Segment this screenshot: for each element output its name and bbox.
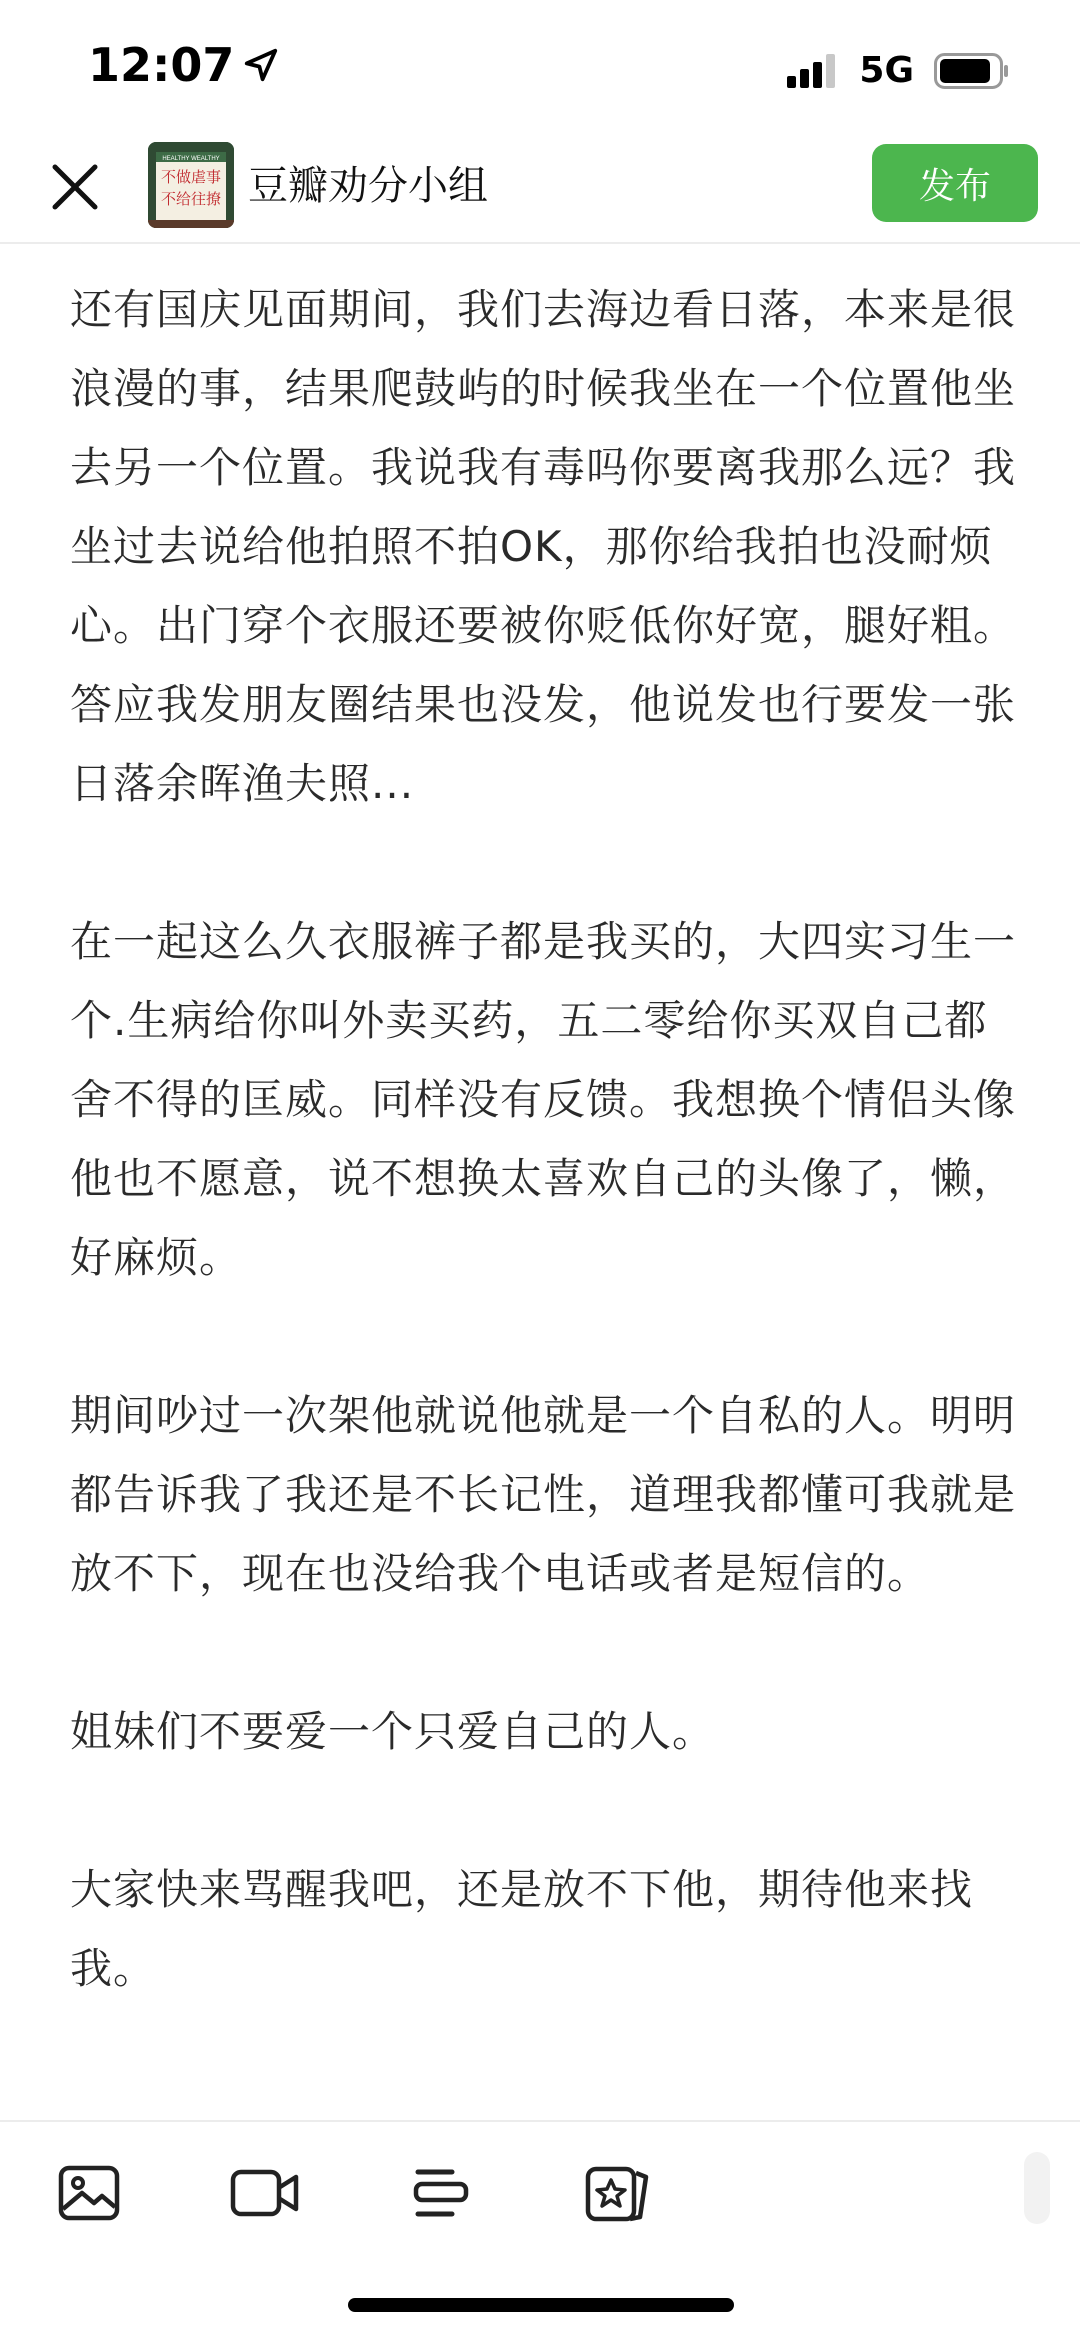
status-bar [0,0,1080,130]
status-time-text: 12:07 [88,38,235,92]
home-indicator[interactable] [348,2298,734,2312]
post-paragraph[interactable]: 姐妹们不要爱一个只爱自己的人。 [70,1707,716,1756]
signal-icon [787,54,839,88]
insert-image-button[interactable] [54,2158,124,2228]
scroll-handle[interactable] [1024,2152,1050,2224]
post-paragraph[interactable]: 期间吵过一次架他就说他就是一个自私的人。明明都告诉我了我还是不长记性，道理我都懂可我就是放不下，现在也没给我个电话或者是短信的。 [70,1391,1017,1598]
avatar-line-2: 不做虐事 [160,168,222,186]
close-icon [49,161,101,213]
publish-button[interactable]: 发布 [872,144,1038,222]
avatar-line-3: 不给往撩 [160,190,222,208]
image-icon [58,2165,120,2221]
network-label: 5G [859,50,914,91]
status-right [787,50,1010,91]
insert-video-button[interactable] [230,2158,300,2228]
editor-toolbar [0,2120,1080,2260]
post-paragraph[interactable]: 还有国庆见面期间，我们去海边看日落，本来是很浪漫的事，结果爬鼓屿的时候我坐在一个位置他坐去另一个位置。我说我有毒吗你要离我那么远？我坐过去说给他拍照不拍OK，那你给我拍也没耐烦心。出门穿个衣服还要被你贬低你好宽，腿好粗。答应我发朋友圈结果也没发，他说发也行要发一张日落余晖渔夫照... [70,285,1017,808]
text-format-button[interactable] [406,2158,476,2228]
post-paragraph[interactable]: 大家快来骂醒我吧，还是放不下他，期待他来找我。 [70,1865,974,1993]
location-arrow-icon [242,46,280,84]
header [0,130,1080,244]
sticker-icon [584,2163,650,2223]
sticker-button[interactable] [582,2158,652,2228]
post-paragraph[interactable]: 在一起这么久衣服裤子都是我买的，大四实习生一个.生病给你叫外卖买药，五二零给你买双自己都舍不得的匡威。同样没有反馈。我想换个情侣头像他也不愿意，说不想换太喜欢自己的头像了，懒，好麻烦。 [70,917,1017,1282]
group-avatar-image [148,142,234,228]
avatar-line-1: HEALTHY WEALTHY [162,156,220,162]
video-icon [230,2168,300,2218]
close-button[interactable] [44,156,106,218]
text-format-icon [412,2165,470,2221]
status-time [88,38,280,92]
group-title[interactable]: 豆瓣劝分小组 [248,163,488,209]
group-avatar[interactable] [148,142,234,228]
battery-icon [934,53,1010,89]
post-content[interactable] [70,270,1020,2087]
